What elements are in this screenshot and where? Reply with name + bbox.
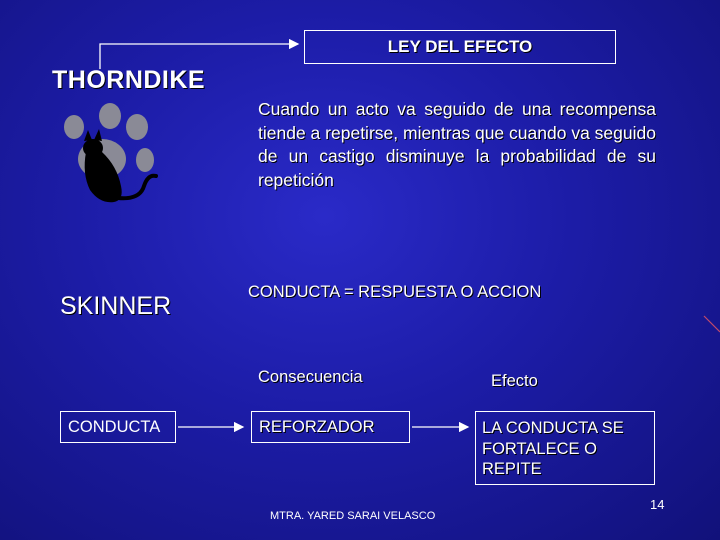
result-label: LA CONDUCTA SE FORTALECE O REPITE	[482, 419, 624, 478]
cat-paw-icon	[58, 96, 178, 206]
page-number: 14	[650, 497, 665, 512]
consequence-label: Consecuencia	[258, 368, 363, 386]
reinforcer-label: REFORZADOR	[259, 418, 375, 436]
author-footer: MTRA. YARED SARAI VELASCO	[270, 510, 436, 522]
decorative-slash-line	[704, 316, 720, 332]
skinner-label: SKINNER	[60, 292, 172, 320]
law-description: Cuando un acto va seguido de una recompensa tiende a repetirse, mientras que cuando va seguido de un castigo disminuye la probabilidad de su repetición	[258, 99, 656, 190]
conduct-label: CONDUCTA	[68, 418, 161, 436]
conduct-equation: CONDUCTA = RESPUESTA O ACCION	[248, 283, 542, 301]
thorndike-label: THORNDIKE	[52, 66, 206, 94]
effect-label: Efecto	[491, 372, 538, 390]
law-title: LEY DEL EFECTO	[387, 37, 533, 56]
